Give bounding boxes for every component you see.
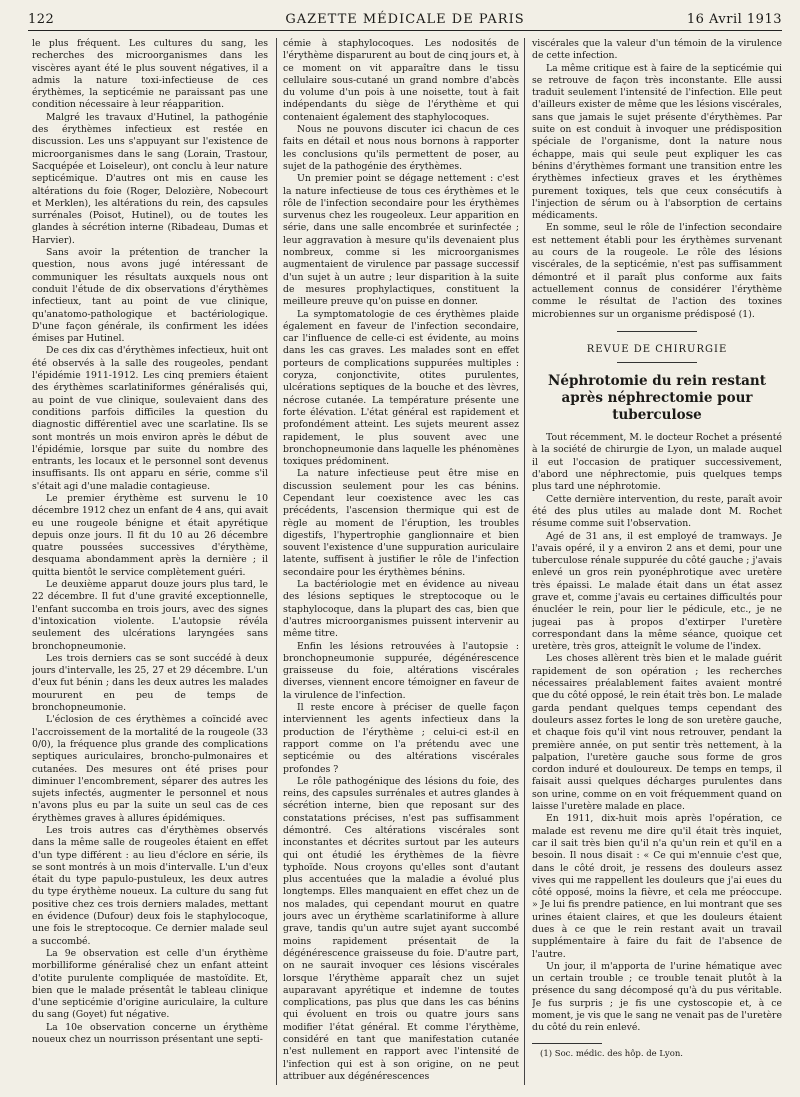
- paragraph: La 10e observation concerne un érythème noueux chez un nourrisson présentant une septi-: [32, 1021, 268, 1046]
- paragraph: La même critique est à faire de la septicémie qui se retrouve de façon très inconstante. Elle aussi traduit seulement l'intensité de l'infection. Elle peut d'ailleurs exister de même que les lésions viscérales, sans que jamais le sujet présente d'érythèmes. Par suite on est conduit à invoquer une prédisposition spéciale de l'organisme, dont la nature nous échappe, mais qui seule peut expliquer les cas bénins d'érythèmes formant une transition entre les érythèmes infectieux graves et les érythèmes purement toxiques, tels que ceux consécutifs à l'injection de sérum ou à l'absorption de certains médicaments.: [532, 62, 782, 222]
- issue-date: 16 Avril 1913: [686, 12, 782, 27]
- paragraph: La bactériologie met en évidence au niveau des lésions septiques le streptocoque ou le staphylocoque, dans la plupart des cas, bien que d'autres microorganismes puissent intervenir au même titre.: [283, 579, 519, 640]
- paragraph: En 1911, dix-huit mois après l'opération, ce malade est revenu me dire qu'il était très inquiet, car il sait très bien qu'il n'a qu'un rein et qu'il en a besoin. Il nous disait : « Ce qui m'ennuie c'est que, dans le côté droit, je ressens des douleurs assez vives qui me rappellent les douleurs que j'ai eues du côté opposé, moins la fièvre, et cela me préoccupe. » Je lui fis prendre patience, en lui montrant que ses urines étaient claires, et que les douleurs étaient dues à ce que le rein restant avait un travail supplémentaire à faire du fait de l'absence de l'autre.: [532, 813, 782, 960]
- journal-title: GAZETTE MÉDICALE DE PARIS: [285, 12, 525, 27]
- paragraph: Cette dernière intervention, du reste, paraît avoir été des plus utiles au malade dont M. Rochet résume comme suit l'observation.: [532, 493, 782, 530]
- page-number: 122: [28, 12, 55, 27]
- paragraph: viscérales que la valeur d'un témoin de la virulence de cette infection.: [532, 38, 782, 62]
- paragraph: En somme, seul le rôle de l'infection secondaire est nettement établi pour les érythèmes survenant au cours de la rougeole. Le rôle des lésions viscérales, de la septicémie, n'est pas suffisamment démontré et il paraît plus conforme aux faits actuellement connus de considérer l'érythème comme le résultat de l'action des toxines microbiennes sur un organisme prédisposé (1).: [532, 222, 782, 320]
- column-divider: [276, 38, 277, 1085]
- column-3: [532, 38, 782, 1089]
- paragraph: Il reste encore à préciser de quelle façon interviennent les agents infectieux dans la production de l'érythème ; celui-ci est-il en rapport comme on l'a prétendu avec une septicémie ou des altérations viscérales profondes ?: [283, 702, 519, 775]
- paragraph: La symptomatologie de ces érythèmes plaide également en faveur de l'infection secondaire, car l'influence de celle-ci est évidente, au moins dans les cas graves. Les malades sont en effet porteurs de complications suppurées multiples : coryza, conjonctivite, otites purulentes, ulcérations septiques de la bouche et des lèvres, nécrose cutanée. La température présente une forte élévation. L'état général est rapidement et profondément atteint. Les sujets meurent assez rapidement, le plus souvent avec une bronchopneumonie dans laquelle les phénomènes toxiques prédominent.: [283, 308, 519, 468]
- section-rule: [617, 362, 697, 363]
- column-divider: [524, 38, 525, 1085]
- paragraph: Malgré les travaux d'Hutinel, la pathogénie des érythèmes infectieux est restée en discussion. Les uns s'appuyant sur l'existence de microorganismes dans le sang (Lorain, Trastour, Sacquépée et Loiseleur), ont conclu à leur nature septicémique. D'autres ont mis en cause les altérations du foie (Roger, Delozière, Nobecourt et Merklen), les altérations du rein, des capsules surrénales (Poisot, Hutinel), ou de toutes les glandes à sécrétion interne (Ribadeau, Dumas et Harvier).: [32, 111, 268, 246]
- article-title-line: Néphrotomie du rein restant: [548, 373, 766, 390]
- footnote-rule: [532, 1043, 602, 1044]
- paragraph: Les trois autres cas d'érythèmes observés dans la même salle de rougeoles étaient en effet d'un type différent : au lieu d'éclore en série, ils se sont montrés à un mois d'intervalle. L'un d'eux était du type papulo-pustuleux, les deux autres du type érythème noueux. La culture du sang fut positive chez ces trois derniers malades, mettant en évidence (Dufour) deux fois le staphylocoque, une fois le streptocoque. Ce dernier malade seul a succombé.: [32, 825, 268, 947]
- page-header: [28, 12, 782, 31]
- paragraph: cémie à staphylocoques. Les nodosités de l'érythème disparurent au bout de cinq jours et, à ce moment on vit apparaître dans le tissu cellulaire sous-cutané un grand nombre d'abcès du volume d'un pois à une noisette, tout à fait indépendants du siège de l'érythème et qui contenaient également des staphylocoques.: [283, 38, 519, 123]
- paragraph: Un premier point se dégage nettement : c'est la nature infectieuse de tous ces érythèmes et le rôle de l'infection secondaire pour les érythèmes survenus chez les rougeoleux. Leur apparition en série, dans une salle encombrée et surinfectée ; leur aggravation à mesure qu'ils devenaient plus nombreux, comme si les microorganismes augmentaient de virulence par passage successif d'un sujet à un autre ; leur disparition à la suite de mesures prophylactiques, constituent la meilleure preuve qu'on puisse en donner.: [283, 173, 519, 308]
- paragraph: Enfin les lésions retrouvées à l'autopsie : bronchopneumonie suppurée, dégénérescence graisseuse du foie, altérations viscérales diverses, viennent encore témoigner en faveur de la virulence de l'infection.: [283, 640, 519, 701]
- paragraph: De ces dix cas d'érythèmes infectieux, huit ont été observés à la salle des rougeoles, pendant l'épidémie 1911-1912. Les cinq premiers étaient des érythèmes scarlatiniformes généralisés qui, au point de vue clinique, soulevaient dans des conditions parfois difficiles la question du diagnostic différentiel avec une scarlatine. Ils se sont montrés un mois environ après le début de l'épidémie, lorsque par suite du nombre des entrants, les locaux et le personnel sont devenus insuffisants. Ils ont apparu en série, comme s'il s'était agi d'une maladie contagieuse.: [32, 345, 268, 492]
- paragraph: Un jour, il m'apporta de l'urine hématique avec un certain trouble ; ce trouble tenait plutôt à la présence du sang décomposé qu'à du pus véritable. Je fus surpris ; je fis une cystoscopie et, à ce moment, je vis que le sang ne venait pas de l'uretère du côté du rein enlevé.: [532, 960, 782, 1034]
- paragraph: La 9e observation est celle d'un érythème morbilliforme généralisé chez un enfant atteint d'otite purulente compliquée de mastoïdite. Et, bien que le malade présentât le tableau clinique d'une septicémie d'origine auriculaire, la culture du sang (Goyet) fut négative.: [32, 947, 268, 1021]
- paragraph: Sans avoir la prétention de trancher la question, nous avons jugé intéressant de communiquer les résultats auxquels nous ont conduit l'étude de dix observations d'érythèmes infectieux, tant au point de vue clinique, qu'anatomo-pathologique et bactériologique. D'une façon générale, ils confirment les idées émises par Hutinel.: [32, 247, 268, 345]
- column-1: [32, 38, 268, 1089]
- article-title-line: après néphrectomie pour tuberculose: [561, 390, 753, 424]
- footnote: (1) Soc. médic. des hôp. de Lyon.: [540, 1048, 683, 1059]
- paragraph: Les trois derniers cas se sont succédé à deux jours d'intervalle, les 25, 27 et 29 décembre. L'un d'eux fut bénin ; dans les deux autres les malades moururent en peu de temps de bronchopneumonie.: [32, 652, 268, 714]
- paragraph: Agé de 31 ans, il est employé de tramways. Je l'avais opéré, il y a environ 2 ans et demi, pour une tuberculose rénale suppurée du côté gauche ; j'avais enlevé un gros rein pyonéphrotique avec uretère très épaissi. Le malade était dans un état assez grave et, comme j'avais eu certaines difficultés pour énucléer le rein, pour lier le pédicule, etc., je ne jugeai pas à propos d'extirper l'uretère correspondant dans la même séance, quoique cet uretère, très gros, atteignît le volume de l'index.: [532, 530, 782, 653]
- paragraph: Le deuxième apparut douze jours plus tard, le 22 décembre. Il fut d'une gravité exceptionnelle, l'enfant succomba en trois jours, avec des signes d'intoxication violente. L'autopsie révéla seulement des ulcérations laryngées sans bronchopneumonie.: [32, 579, 268, 652]
- paragraph: Le rôle pathogénique des lésions du foie, des reins, des capsules surrénales et autres glandes à sécrétion interne, bien que reposant sur des constatations précises, n'est pas suffisamment démontré. Ces altérations viscérales sont inconstantes et décrites surtout par les auteurs qui ont étudié les érythèmes de la fièvre typhoïde. Nous croyons qu'elles sont d'autant plus accentuées que la maladie a évolué plus longtemps. Elles manquaient en effet chez un de nos malades, qui cependant mourut en quatre jours avec un érythème scarlatiniforme à allure grave, tandis qu'un autre sujet ayant succombé moins rapidement présentait de la dégénérescence graisseuse du foie. D'autre part, on ne saurait invoquer ces lésions viscérales lorsque l'érythème apparaît chez un sujet auparavant apyrétique et indemne de toutes complications, pas plus que dans les cas bénins qui évoluent en trois ou quatre jours sans modifier l'état général. Et comme l'érythème, considéré en tant que manifestation cutanée n'est nullement en rapport avec l'intensité de l'infection qui est à son origine, on ne peut attribuer aux dégénérescences: [283, 775, 519, 1082]
- paragraph: le plus fréquent. Les cultures du sang, les recherches des microorganismes dans les viscères ayant été le plus souvent négatives, il a admis la nature toxi-infectieuse de ces érythèmes, la septicémie ne paraissant pas une condition nécessaire à leur réapparition.: [32, 38, 268, 111]
- paragraph: Tout récemment, M. le docteur Rochet a présenté à la société de chirurgie de Lyon, un malade auquel il eut l'occasion de pratiquer successivement, d'abord une néphrectomie, puis quelques temps plus tard une néphrotomie.: [532, 432, 782, 493]
- article-title: [532, 373, 782, 424]
- section-rule: [617, 331, 697, 332]
- paragraph: Les choses allèrent très bien et le malade guérit rapidement de son opération ; les recherches nécessaires préalablement faites avaient montré que du côté opposé, le rein était très bon. Le malade garda pendant quelques temps cependant des douleurs assez fortes le long de son uretère gauche, et chaque fois qu'il vint nous retrouver, pendant la première année, on put sentir très nettement, à la palpation, l'uretère gauche sous forme de gros cordon induré et douloureux. De temps en temps, il faisait aussi quelques décharges purulentes dans son urine, comme on en voit fréquemment quand on laisse l'uretère malade en place.: [532, 653, 782, 813]
- column-2: [283, 38, 519, 1089]
- paragraph: L'éclosion de ces érythèmes a coïncidé avec l'accroissement de la mortalité de la rougeole (33 0/0), la fréquence plus grande des complications septiques auriculaires, broncho-pulmonaires et cutanées. Des mesures ont été prises pour diminuer l'encombrement, séparer des autres les sujets infectés, augmenter le personnel et nous n'avons plus eu par la suite un seul cas de ces érythèmes graves à allures épidémiques.: [32, 714, 268, 824]
- section-heading: REVUE DE CHIRURGIE: [586, 343, 728, 355]
- paragraph: Le premier érythème est survenu le 10 décembre 1912 chez un enfant de 4 ans, qui avait eu une rougeole bénigne et était apyrétique depuis onze jours. Il fit du 10 au 26 décembre quatre poussées successives d'érythème, desquama abondamment après la dernière ; il quitta bientôt le service complètement guéri.: [32, 492, 268, 578]
- paragraph: Nous ne pouvons discuter ici chacun de ces faits en détail et nous nous bornons à rapporter les conclusions qu'ils permettent de poser, au sujet de la pathogénie des érythèmes.: [283, 124, 519, 172]
- paragraph: La nature infectieuse peut être mise en discussion seulement pour les cas bénins. Cependant leur coexistence avec les cas précédents, l'ascension thermique qui est de règle au moment de l'éruption, les troubles digestifs, l'hypertrophie ganglionnaire et bien souvent l'existence d'une suppuration auriculaire latente, suffisent à justifier le rôle de l'infection secondaire pour les érythèmes bénins.: [283, 468, 519, 578]
